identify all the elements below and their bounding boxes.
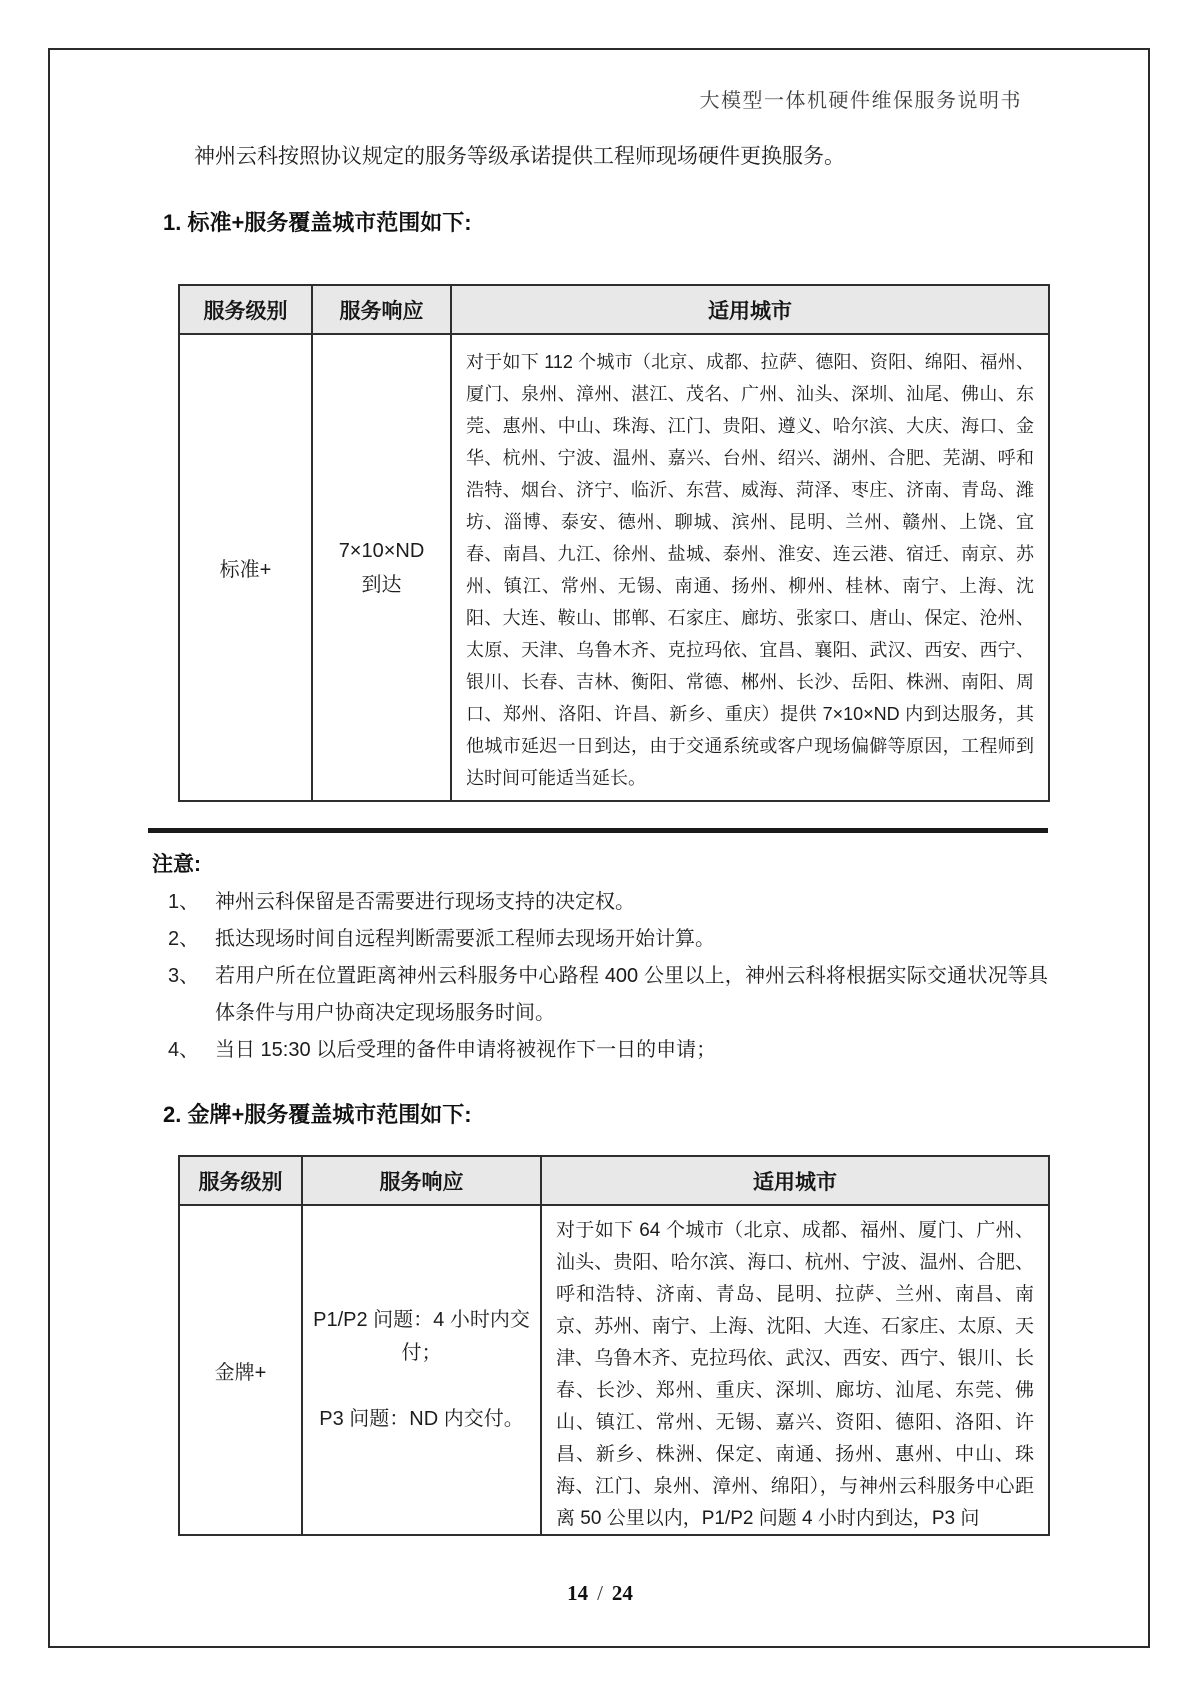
table1-col-header-service-level: 服务级别 [179, 285, 312, 334]
table2-col-header-service-level: 服务级别 [179, 1156, 302, 1205]
section-divider-line [148, 828, 1048, 833]
gold-plus-service-table [178, 1155, 1050, 1536]
total-page-count: 24 [611, 1581, 633, 1605]
table2-cities-text: 对于如下 64 个城市（北京、成都、福州、厦门、广州、汕头、贵阳、哈尔滨、海口、杭州、宁波、温州、合肥、呼和浩特、济南、青岛、昆明、拉萨、兰州、南昌、南京、苏州、南宁、上海、沈阳、大连、石家庄、太原、天津、乌鲁木齐、克拉玛依、武汉、西安、西宁、银川、长春、长沙、郑州、重庆、深圳、廊坊、汕尾、东莞、佛山、镇江、常州、无锡、嘉兴、资阳、德阳、洛阳、许昌、新乡、株洲、保定、南通、扬州、惠州、中山、珠海、江门、泉州、漳州、绵阳），与神州云科服务中心距离 50 公里以内，P1/P2 问题 4 小时内到达，P3 问 [556, 1220, 1034, 1529]
note-number: 4、 [168, 1039, 200, 1061]
standard-plus-service-table [178, 284, 1050, 802]
note-number: 2、 [168, 928, 200, 950]
page-number-separator: / [597, 1581, 603, 1605]
table2-service-level-cell: 金牌+ [179, 1205, 302, 1535]
section1-heading: 1. 标准+服务覆盖城市范围如下: [163, 210, 472, 235]
current-page-number: 14 [567, 1581, 589, 1605]
note-item [152, 1032, 1048, 1069]
table2-col-header-service-response: 服务响应 [302, 1156, 541, 1205]
table1-data-row [179, 334, 1049, 801]
note-text: 神州云科保留是否需要进行现场支持的决定权。 [215, 891, 635, 913]
table1-header-row [179, 285, 1049, 334]
table2-response-p1: P1/P2 问题：4 小时内交付； [313, 1309, 530, 1364]
table2-response-p2: P3 问题：ND 内交付。 [319, 1408, 524, 1430]
table1-response-line1: 7×10×ND [338, 539, 425, 562]
table1-response-line2: 到达 [361, 573, 402, 596]
note-number: 3、 [168, 965, 200, 987]
table1-col-header-applicable-cities: 适用城市 [451, 285, 1049, 334]
notes-label: 注意: [152, 853, 201, 876]
note-item [152, 921, 1048, 958]
table2-header-row [179, 1156, 1049, 1205]
table1-cities-text: 对于如下 112 个城市（北京、成都、拉萨、德阳、资阳、绵阳、福州、厦门、泉州、漳州、湛江、茂名、广州、汕头、深圳、汕尾、佛山、东莞、惠州、中山、珠海、江门、贵阳、遵义、哈尔滨、大庆、海口、金华、杭州、宁波、温州、嘉兴、台州、绍兴、湖州、合肥、芜湖、呼和浩特、烟台、济宁、临沂、东营、威海、菏泽、枣庄、济南、青岛、潍坊、淄博、泰安、德州、聊城、滨州、昆明、兰州、赣州、上饶、宜春、南昌、九江、徐州、盐城、泰州、淮安、连云港、宿迁、南京、苏州、镇江、常州、无锡、南通、扬州、柳州、桂林、南宁、上海、沈阳、大连、鞍山、邯郸、石家庄、廊坊、张家口、唐山、保定、沧州、太原、天津、乌鲁木齐、克拉玛依、宜昌、襄阳、武汉、西安、西宁、银川、长春、吉林、衡阳、常德、郴州、长沙、岳阳、株洲、南阳、周口、郑州、洛阳、许昌、新乡、重庆）提供 7×10×ND 内到达服务，其他城市延迟一日到达，由于交通系统或客户现场偏僻等原因，工程师到达时间可能适当延长。 [466, 351, 1034, 788]
note-item [152, 958, 1048, 1032]
note-number: 1、 [168, 891, 200, 913]
section2-heading: 2. 金牌+服务覆盖城市范围如下: [163, 1102, 472, 1127]
table2-data-row [179, 1205, 1049, 1535]
note-item [152, 884, 1048, 921]
notes-section [152, 846, 1048, 1069]
note-text: 抵达现场时间自远程判断需要派工程师去现场开始计算。 [215, 928, 715, 950]
table1-col-header-service-response: 服务响应 [312, 285, 451, 334]
table2-applicable-cities-cell [541, 1205, 1049, 1535]
table2-service-response-cell [302, 1205, 541, 1535]
table1-applicable-cities-cell [451, 334, 1049, 801]
document-header-title: 大模型一体机硬件维保服务说明书 [699, 90, 1022, 112]
page-number-footer [0, 1581, 1200, 1606]
note-text: 当日 15:30 以后受理的备件申请将被视作下一日的申请； [215, 1039, 717, 1061]
note-text: 若用户所在位置距离神州云科服务中心路程 400 公里以上，神州云科将根据实际交通状况等具体条件与用户协商决定现场服务时间。 [215, 965, 1048, 1024]
table1-service-level-cell: 标准+ [179, 334, 312, 801]
table1-service-response-cell [312, 334, 451, 801]
intro-paragraph: 神州云科按照协议规定的服务等级承诺提供工程师现场硬件更换服务。 [194, 145, 845, 168]
table2-col-header-applicable-cities: 适用城市 [541, 1156, 1049, 1205]
